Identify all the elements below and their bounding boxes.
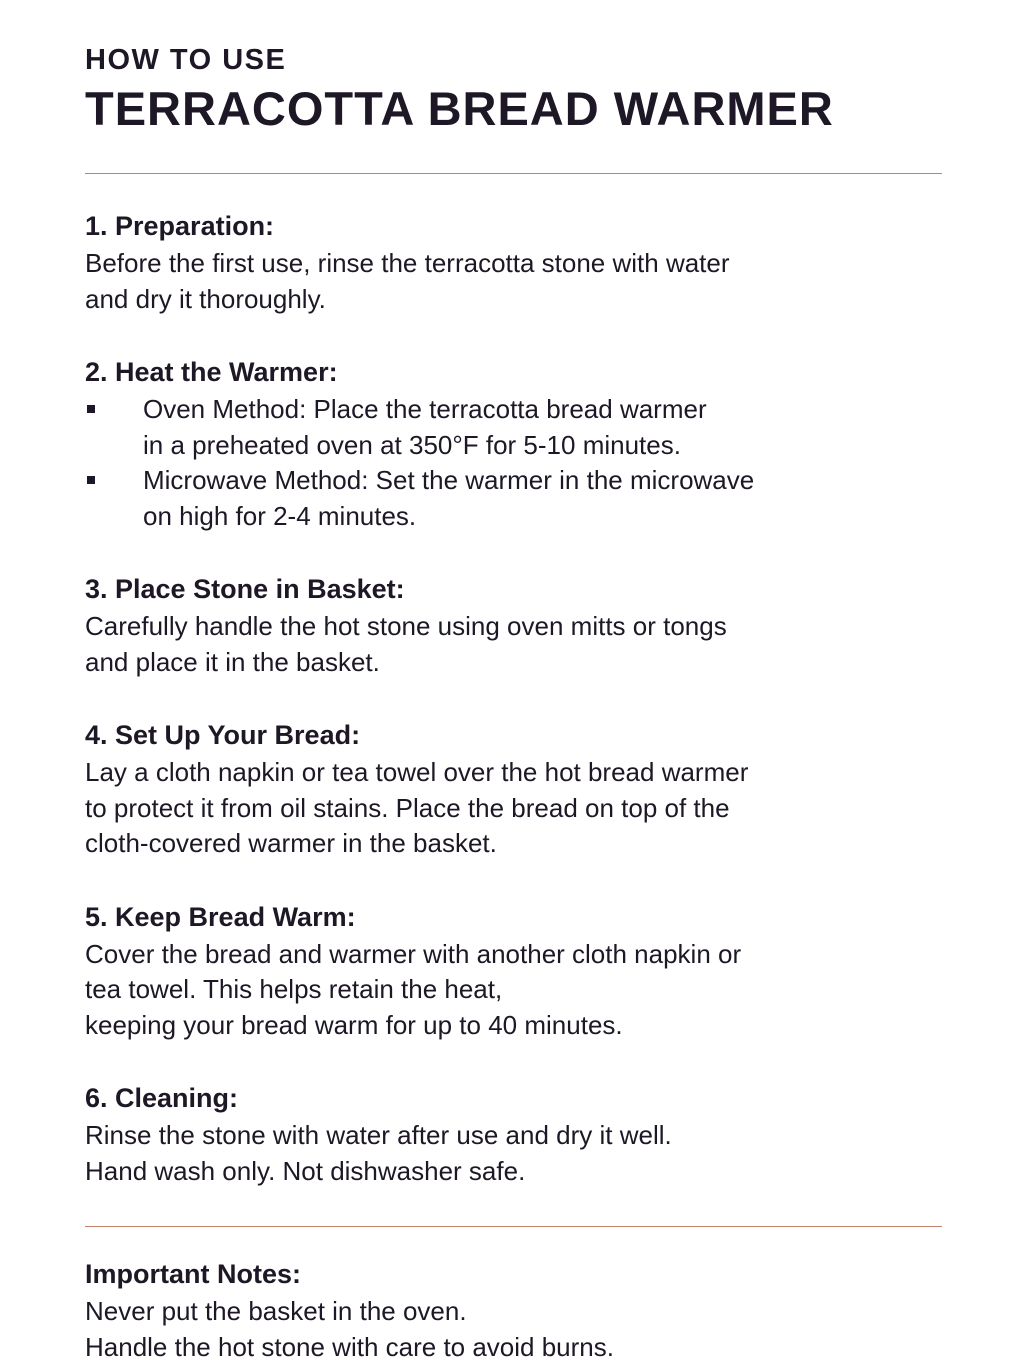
- section-body-line: keeping your bread warm for up to 40 minutes.: [85, 1009, 623, 1040]
- section-body-line: Rinse the stone with water after use and dry it well.: [85, 1120, 672, 1150]
- section-body-line: and dry it thoroughly.: [85, 283, 326, 314]
- bullet-line: Microwave Method: Set the warmer in the microwave: [143, 465, 755, 495]
- section-body-line: cloth-covered warmer in the basket.: [85, 828, 497, 858]
- header: [85, 42, 942, 136]
- instruction-section: [85, 208, 942, 317]
- section-body-line: Lay a cloth napkin or tea towel over the hot bread warmer: [85, 757, 749, 787]
- notes-body: [85, 1294, 942, 1365]
- notes-line: Handle the hot stone with care to avoid burns.: [85, 1331, 614, 1362]
- section-heading: 5. Keep Bread Warm:: [85, 901, 356, 932]
- bullet-line: Oven Method: Place the terracotta bread warmer: [143, 394, 707, 424]
- bullet-item: [85, 463, 942, 534]
- section-heading: 6. Cleaning:: [85, 1083, 239, 1113]
- notes-heading: Important Notes:: [85, 1259, 301, 1289]
- section-body-line: Cover the bread and warmer with another cloth napkin or: [85, 938, 742, 969]
- section-body-line: Hand wash only. Not dishwasher safe.: [85, 1155, 526, 1186]
- instruction-section: [85, 717, 942, 862]
- instruction-section: [85, 1080, 942, 1189]
- bullet-line: on high for 2-4 minutes.: [143, 500, 417, 531]
- section-body-line: and place it in the basket.: [85, 646, 380, 677]
- bullet-line: in a preheated oven at 350°F for 5-10 minutes.: [143, 429, 681, 460]
- instruction-section: [85, 899, 942, 1044]
- instruction-steps: [85, 208, 942, 1189]
- section-heading: 1. Preparation:: [85, 211, 275, 241]
- notes-line: Never put the basket in the oven.: [85, 1296, 467, 1326]
- instruction-section: [85, 354, 942, 534]
- section-heading: 3. Place Stone in Basket:: [85, 574, 405, 604]
- section-body-line: Before the first use, rinse the terracotta stone with water: [85, 248, 730, 278]
- bullet-item: [85, 392, 942, 463]
- section-body-line: to protect it from oil stains. Place the bread on top of the: [85, 792, 730, 823]
- section-body-line: tea towel. This helps retain the heat,: [85, 974, 503, 1004]
- section-body-line: Carefully handle the hot stone using oven mitts or tongs: [85, 611, 727, 641]
- section-heading: 2. Heat the Warmer:: [85, 357, 338, 387]
- page-title: TERRACOTTA BREAD WARMER: [85, 82, 834, 135]
- divider-top: [85, 173, 942, 174]
- section-heading: 4. Set Up Your Bread:: [85, 720, 361, 750]
- divider-bottom: [85, 1226, 942, 1227]
- instruction-section: [85, 571, 942, 680]
- square-bullet-icon: [87, 476, 95, 484]
- important-notes: [85, 1256, 942, 1365]
- square-bullet-icon: [87, 405, 95, 413]
- kicker-heading: HOW TO USE: [85, 44, 287, 76]
